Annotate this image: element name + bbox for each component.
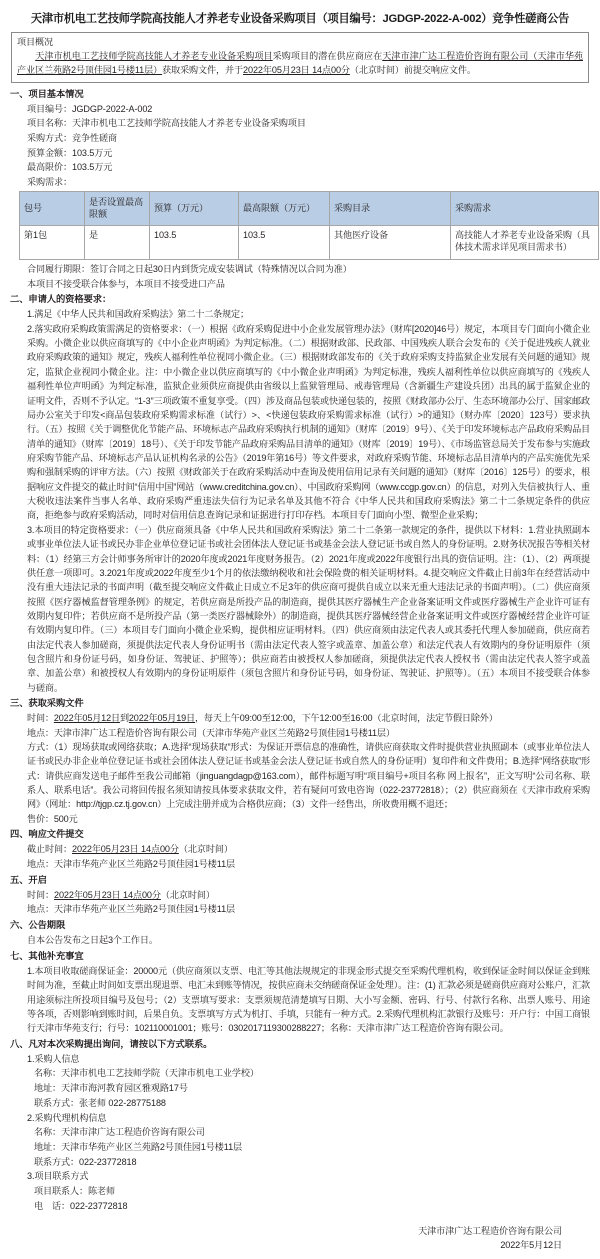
doc-price-value: 500元 — [53, 813, 78, 824]
agency-contact-label: 联系方式： — [34, 1156, 79, 1167]
project-name-line — [10, 116, 590, 131]
doc-way-label: 方式： — [27, 741, 54, 752]
buyer-address-label: 地址： — [34, 1083, 61, 1094]
cell-has-max: 是 — [85, 225, 150, 259]
section-8-heading: 八、凡对本次采购提出询问，请按以下方式联系。 — [10, 1038, 213, 1049]
cell-package: 第1包 — [20, 225, 85, 259]
project-name-label: 项目名称： — [27, 118, 72, 129]
col-header-budget: 预算（万元） — [150, 191, 239, 225]
response-place-line — [10, 857, 590, 872]
opening-place-value: 天津市华苑产业区兰苑路2号顶佳园1号楼11层 — [53, 904, 236, 915]
project-contact-person-label: 项目联系人： — [34, 1186, 88, 1197]
project-contact-phone-label: 电 话： — [34, 1200, 70, 1211]
project-contact-phone-line — [10, 1199, 590, 1214]
response-deadline-line — [10, 842, 590, 857]
project-number-value: JGDGP-2022-A-002 — [71, 103, 153, 114]
supplementary-item-1: 1.本项目收取磋商保证金：20000元（供应商须以支票、电汇等其他法规规定的非现金形式提交至采购代理机构，收到保证金时间以保证金到账时间为准，至截止时间如支票出现退票、电汇未到账等情况，按供应商未交纳磋商保证金处理）。注：(1) 汇款必须是磋商供应商对公账户，汇款用途须标注所投项目编号及包号；（2）支票填写要求：支票须规范清楚填写日期、大小写金额、密码、行号、付款行名称、出票人账号、用途等各项，否则影响到账时间，后果自负。支票填写方式为机打、手填，只能有一种方式。2.采购代理机构汇款银行及账号：开户行：中国工商银行天津市华苑支行；行号：102110001001；账号：0302017119300288227；名称：天津市津广达工程造价咨询有限公司。 — [27, 965, 591, 1034]
project-notes-line: 本项目不接受联合体参与，本项目不接受进口产品 — [27, 278, 225, 289]
doc-price-line — [10, 812, 590, 826]
response-deadline-value: 2022年05月23日 14点00分 — [71, 844, 179, 855]
qualification-item-1: 1.满足《中华人民共和国政府采购法》第二十二条规定； — [27, 309, 249, 320]
buyer-name-label: 名称： — [34, 1068, 61, 1079]
project-number-line — [10, 102, 590, 117]
section-6-heading: 六、公告期限 — [10, 919, 66, 930]
page-title: 天津市机电工艺技师学院高技能人才养老专业设备采购项目（项目编号：JGDGP-2022-A-002）竞争性磋商公告 — [30, 13, 570, 25]
buyer-info-heading: 1.采购人信息 — [27, 1053, 80, 1064]
overview-agency-address: 天津市津广达工程造价咨询有限公司（天津市华苑产业区兰苑路2号顶佳园1号楼11层） — [17, 50, 583, 75]
table-head — [20, 191, 599, 225]
table-row — [20, 225, 599, 259]
procurement-method-label: 采购方式： — [27, 133, 72, 144]
opening-time-line — [10, 888, 590, 903]
procurement-demand-table — [19, 191, 599, 260]
overview-label: 项目概况 — [17, 37, 53, 48]
overview-project-name: 天津市机电工艺技师学院高技能人才养老专业设备采购项目 — [35, 50, 273, 61]
col-header-max: 最高限额（万元） — [239, 191, 330, 225]
qualification-item-2: 2.落实政府采购政策需满足的资格要求：（一）根据《政府采购促进中小企业发展管理办法》（财库[2020]46号）规定，本项目专门面向小微企业采购。小微企业以供应商填写的《中小企业声明函》为判定标准。（二）根据财政部、民政部、中国残疾人联合会发布的《关于促进残疾人就业政府采购政策的通知》规定，残疾人福利性单位视同小微企业。（三）根据财政部发布的《关于政府采购支持监狱企业发展有关问题的通知》规定，监狱企业视同小微企业。注：中小微企业以供应商填写的《中小微企业声明函》为判定标准，残疾人福利性单位以供应商填写的《残疾人福利性单位声明函》为判定标准，监狱企业须供应商提供由省级以上监狱管理局、戒毒管理局（含新疆生产建设兵团）出具的属于监狱企业的证明文件，否则不予认定。“1-3”三项政策不重复享受。（四）涉及商品包装或快递包装的，按照《财政部办公厅、生态环境部办公厅、国家邮政局办公室关于印发<商品包装政府采购需求标准（试行）>、<快递包装政府采购需求标准（试行）>的通知》（财办库〔2020〕123号）要求执行。（五）按照《关于调整优化节能产品、环境标志产品政府采购执行机制的通知》（财库〔2019〕9号）、《关于印发环境标志产品政府采购品目清单的通知》（财库〔2019〕18号）、《关于印发节能产品政府采购品目清单的通知》（财库〔2019〕19号）、《市场监管总局关于发布参与实施政府采购节能产品、环境标志产品认证机构名录的公告》（2019年第16号）等文件要求，对政府采购节能、环境标志品目清单内的产品实施优先采购和强制采购的评审方法。（六）按照《财政部关于在政府采购活动中查询及使用信用记录有关问题的通知》（财库〔2016〕125号）的要求，根据响应文件提交的截止时间“信用中国”网站（www.creditchina.gov.cn）、中国政府采购网（www.ccgp.gov.cn）的信息，对列入失信被执行人、重大税收违法案件当事人名单、政府采购严重违法失信行为记录名单及其他不符合《中华人民共和国政府采购法》第二十二条规定条件的供应商，拒绝参与政府采购活动，同时对信用信息查询记录和证据进行打印存档。本项目专门面向小型、微型企业采购； — [27, 323, 590, 521]
cell-demand: 高技能人才养老专业设备采购（具体技术需求详见项目需求书） — [451, 225, 599, 259]
agency-address-label: 地址： — [34, 1141, 61, 1152]
doc-time-mid: 到 — [119, 713, 129, 724]
announcement-period-text: 自本公告发布之日起3个工作日。 — [27, 935, 158, 946]
buyer-address-value: 天津市海河教育园区雅观路17号 — [60, 1083, 188, 1094]
agency-contact-value: 022-23772818 — [78, 1156, 137, 1167]
cell-max: 103.5 — [239, 225, 330, 259]
section-7-heading: 七、其他补充事宜 — [10, 950, 84, 961]
project-contact-phone-value: 022-23772818 — [69, 1200, 128, 1211]
col-header-demand: 采购需求 — [451, 191, 599, 225]
table-body — [20, 225, 599, 259]
agency-contact-line — [10, 1155, 590, 1170]
overview-text-6: （北京时间）前提交响应文件。 — [349, 64, 476, 75]
project-contact-person-value: 陈老师 — [87, 1186, 115, 1197]
doc-time-end: 2022年05月19日 — [128, 713, 195, 724]
overview-body — [17, 50, 583, 78]
opening-time-tz: （北京时间） — [160, 889, 215, 900]
doc-place-value: 天津市津广达工程造价咨询有限公司（天津市华苑产业区兰苑路2号顶佳园1号楼11层） — [53, 727, 395, 738]
project-number-label: 项目编号： — [27, 103, 72, 114]
max-price-label: 最高限价： — [27, 162, 72, 173]
qualification-item-3: 3.本项目的特定资格要求：（一）供应商须具备《中华人民共和国政府采购法》第二十二条第一款规定的条件，提供以下材料：1.营业执照副本或事业单位法人证书或民办非企业单位登记证书或社会团体法人登记证书或基金会法人登记证书或自然人的身份证明。2.财务状况报告等相关材料：（1）经第三方会计师事务所审计的2020年度或2021年度财务报告。（2）2021年度或2022年度银行出具的资信证明。注：（1）、（2）两项提供任意一项即可。3.2021年度或2022年度至少1个月的依法缴纳税收和社会保险费的相关证明材料。4.提交响应文件截止日前3年在经营活动中没有重大违法记录的书面声明（截至提交响应文件截止日成立不足3年的供应商可提供自成立以来无重大违法记录的书面声明）。（二）供应商须按照《医疗器械监督管理条例》的规定，若供应商是所投产品的制造商，提供其医疗器械生产企业备案证明文件或医疗器械生产企业许可证有效期内复印件；若供应商不是所投产品（第一类医疗器械除外）的制造商，提供其医疗器械经营企业备案证明文件或医疗器械经营企业许可证有效期内复印件。（三）本项目专门面向小微企业采购，提供相应证明材料。（四）供应商须由法定代表人或其委托代理人参加磋商，供应商若由法定代表人参加磋商，须提供法定代表人身份证明书（需由法定代表人签字或盖章、加盖公章）和法定代表人有效期内的身份证明原件（须包含照片和身份证号码，如身份证、驾驶证、护照等）；供应商若由被授权人参加磋商，须提供法定代表人授权书（需由法定代表人签字或盖章、加盖公章）和被授权人有效期内的身份证明原件（须包含照片和身份证号码，如身份证、驾驶证、护照等）。（五）本项目不接受联合体参与磋商。 — [27, 524, 590, 693]
buyer-contact-label: 联系方式： — [34, 1097, 79, 1108]
overview-deadline: 2022年05月23日 14点00分 — [243, 64, 350, 75]
signature-block — [10, 1224, 590, 1253]
opening-place-line — [10, 902, 590, 917]
cell-catalog: 其他医疗设备 — [330, 225, 451, 259]
doc-time-start: 2022年05月12日 — [53, 713, 120, 724]
doc-way-value: （1）现场获取或网络获取；A.选择“现场获取”形式：为保证开票信息的准确性，请供应商获取文件时提供营业执照副本（或事业单位法人证书或民办非企业单位登记证书或社会团体法人登记证书或基金会法人登记证书或自然人的身份证明）复印件和文件费用；B.选择“网络获取”形式：请供应商发送电子邮件至我公司邮箱（jinguangdagp@163.com），邮件标题写明“项目编号+项目名称 网上报名”，正文写明“公司名称、联系人、联系电话”。我公司将回传报名须知请按具体要求获取文件，若有疑问可致电咨询（022-23772818）；（2）供应商须在《天津市政府采购网》（网址：http://tjgp.cz.tj.gov.cn）上完成注册并成为合格供应商；（3）文件一经售出，所收费用概不退还； — [27, 741, 590, 810]
response-deadline-tz: （北京时间） — [178, 844, 233, 855]
overview-text-4: 获取采购文件，并于 — [162, 64, 244, 75]
project-contact-person-line — [10, 1184, 590, 1199]
response-place-label: 地点： — [27, 858, 54, 869]
col-header-has-max: 是否设置最高限额 — [85, 191, 150, 225]
project-overview-box — [11, 32, 589, 82]
section-1-heading: 一、项目基本情况 — [10, 88, 84, 99]
section-4-heading: 四、响应文件提交 — [10, 829, 84, 840]
agency-name-label: 名称： — [34, 1127, 61, 1138]
project-contact-heading: 3.项目联系方式 — [27, 1171, 89, 1182]
col-header-catalog: 采购目录 — [330, 191, 451, 225]
doc-time-label: 时间： — [27, 713, 54, 724]
budget-line — [10, 146, 590, 161]
buyer-name-value: 天津市机电工艺技师学院（天津市机电工业学校） — [60, 1068, 259, 1079]
section-2-heading: 二、申请人的资格要求： — [10, 294, 112, 305]
max-price-value: 103.5万元 — [71, 162, 113, 173]
section-5-heading: 五、开启 — [10, 874, 47, 885]
demand-label-line: 采购需求： — [27, 177, 72, 188]
buyer-name-line — [10, 1066, 590, 1081]
contract-term-line: 合同履行期限：签订合同之日起30日内到货完成安装调试（特殊情况以合同为准） — [27, 263, 352, 274]
doc-time-rest: ，每天上午09:00至12:00，下午12:00至16:00（北京时间，法定节假日除外） — [194, 713, 498, 724]
max-price-line — [10, 160, 590, 175]
table-header-row — [20, 191, 599, 225]
project-name-value: 天津市机电工艺技师学院高技能人才养老专业设备采购项目 — [71, 118, 306, 129]
procurement-method-line — [10, 131, 590, 146]
procurement-method-value: 竞争性磋商 — [71, 133, 117, 144]
agency-address-line — [10, 1140, 590, 1155]
budget-label: 预算金额： — [27, 147, 72, 158]
buyer-contact-line — [10, 1096, 590, 1111]
doc-acquisition-time-line — [10, 711, 590, 725]
buyer-contact-value: 张老师 022-28775188 — [78, 1097, 166, 1108]
buyer-address-line — [10, 1081, 590, 1096]
cell-budget: 103.5 — [150, 225, 239, 259]
doc-place-label: 地点： — [27, 727, 54, 738]
opening-time-value: 2022年05月23日 14点00分 — [53, 889, 161, 900]
agency-name-value: 天津市津广达工程造价咨询有限公司 — [60, 1127, 205, 1138]
issuer-name: 天津市津广达工程造价咨询有限公司 — [418, 1225, 562, 1236]
budget-value: 103.5万元 — [71, 147, 113, 158]
col-header-package: 包号 — [20, 191, 85, 225]
doc-price-label: 售价： — [27, 813, 54, 824]
agency-address-value: 天津市华苑产业区兰苑路2号顶佳园1号楼11层 — [60, 1141, 243, 1152]
opening-place-label: 地点： — [27, 904, 54, 915]
overview-text-2: 采购项目的潜在供应商应在 — [272, 50, 383, 61]
agency-name-line — [10, 1125, 590, 1140]
response-place-value: 天津市华苑产业区兰苑路2号顶佳园1号楼11层 — [53, 858, 236, 869]
doc-acquisition-place-line — [10, 726, 590, 740]
response-deadline-label: 截止时间： — [27, 844, 72, 855]
issue-date: 2022年5月12日 — [500, 1240, 562, 1251]
section-3-heading: 三、获取采购文件 — [10, 698, 84, 709]
agency-info-heading: 2.采购代理机构信息 — [27, 1112, 107, 1123]
doc-acquisition-way-line — [10, 740, 590, 812]
opening-time-label: 时间： — [27, 889, 54, 900]
